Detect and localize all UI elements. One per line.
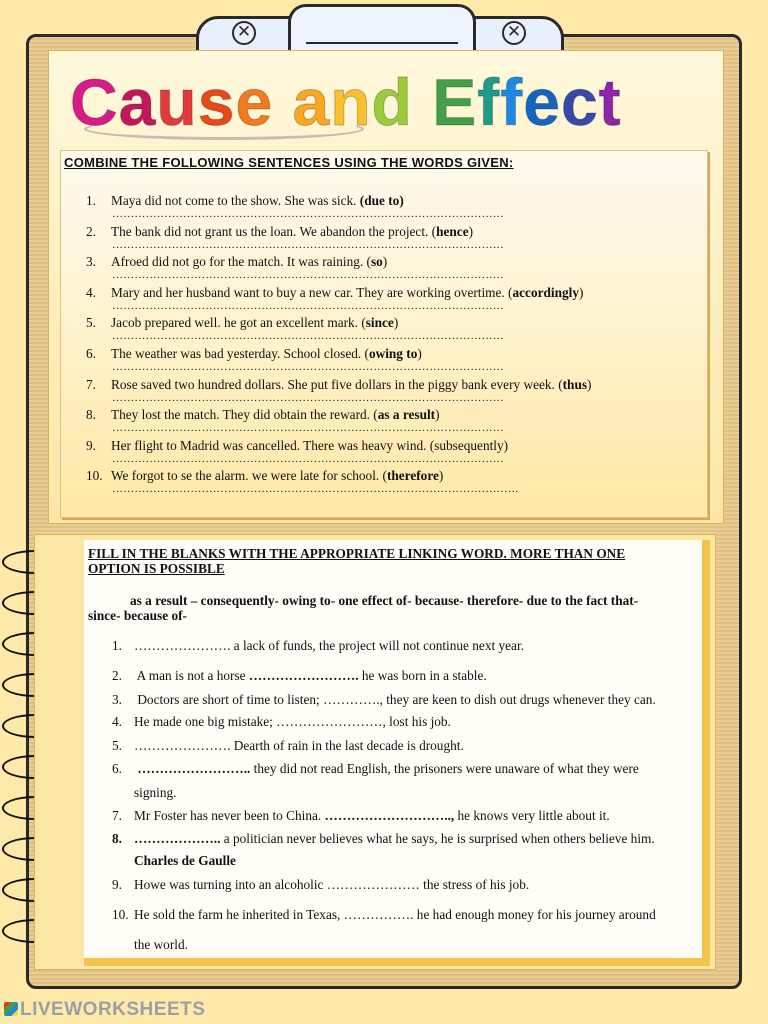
item-text-end: )	[435, 407, 440, 423]
item-blank: ………………….	[134, 738, 234, 753]
combine-item	[86, 407, 686, 423]
combine-item	[86, 438, 686, 454]
item-number: 6.	[86, 346, 96, 361]
liveworksheets-logo[interactable]	[4, 999, 205, 1023]
fill-blank-item	[112, 761, 710, 777]
item-text: a lack of funds, the project will not continue next year.	[233, 638, 524, 653]
fill-blank-item	[112, 853, 710, 869]
item-blank: ………………………..,	[324, 808, 455, 823]
item-number: 2.	[86, 223, 96, 239]
fill-blank-item	[112, 937, 710, 953]
answer-line: ……………………………………………………………………………………………	[112, 208, 504, 220]
item-number: 7.	[112, 808, 122, 823]
fill-blank-item	[112, 831, 710, 847]
combine-item	[86, 377, 686, 393]
item-text: Maya did not come to the show. She was sick.	[111, 193, 360, 208]
item-number: 5.	[112, 738, 122, 753]
item-text-end: )	[587, 376, 592, 392]
item-blank: ………………..	[134, 831, 224, 846]
combine-item	[86, 285, 686, 301]
item-number: 1.	[86, 193, 96, 208]
item-number: 3.	[86, 254, 96, 270]
combine-sentences-heading: COMBINE THE FOLLOWING SENTENCES USING THE WORDS GIVEN:	[64, 155, 514, 170]
answer-line: ……………………………………………………………………………………………	[112, 330, 504, 343]
combine-item	[86, 346, 686, 362]
item-given-word: therefore	[386, 468, 439, 484]
title-letter: a	[292, 65, 331, 139]
title-letter: f	[477, 65, 501, 139]
item-text: the world.	[134, 937, 188, 952]
combine-item	[86, 193, 686, 209]
item-number: 6.	[112, 761, 122, 776]
item-text: Howe was turning into an alcoholic ………………… the stress of his job.	[134, 877, 530, 892]
item-text-end: )	[468, 223, 474, 239]
item-text: He made one big mistake; ……………………, lost his job.	[134, 714, 451, 729]
item-text: Doctors are short of time to listen; …………., they are keen to dish out drugs whenever they can.	[134, 692, 656, 707]
title-letter: f	[500, 65, 524, 139]
item-text: Mr Foster has never been to China.	[134, 808, 325, 823]
answer-line: ……………………………………………………………………………………………	[112, 452, 504, 465]
item-text-end: )	[578, 284, 584, 300]
title-letter: c	[560, 65, 599, 139]
title-letter	[273, 65, 292, 139]
fill-blanks-heading	[88, 546, 698, 576]
item-text: We forgot to se the alarm. we were late for school. (	[111, 468, 387, 484]
item-text-end: )	[382, 254, 388, 270]
item-number: 10.	[86, 468, 103, 484]
item-text: Her flight to Madrid was cancelled. There was heavy wind. (subsequently)	[111, 437, 509, 453]
fill-blanks-heading-line2: OPTION IS POSSIBLE	[88, 561, 225, 576]
item-text: Dearth of rain in the last decade is drought.	[233, 738, 464, 753]
combine-item	[86, 254, 686, 270]
item-given-word: hence	[436, 223, 469, 239]
item-number: 8.	[86, 407, 96, 423]
fill-blank-item	[112, 638, 710, 654]
answer-line: ……………………………………………………………………………………………	[112, 422, 504, 435]
item-number: 10.	[112, 907, 129, 922]
liveworksheets-logo-icon	[4, 1002, 18, 1016]
clip-screw-left-icon: ✕	[232, 21, 256, 45]
item-given-word: since	[365, 315, 394, 331]
clip-name-line	[306, 42, 458, 44]
title-letter	[413, 65, 432, 139]
item-given-word: as a result	[377, 407, 436, 423]
item-text: Rose saved two hundred dollars. She put five dollars in the piggy bank every week. (	[111, 376, 563, 392]
fill-blank-item	[112, 692, 710, 708]
item-text: signing.	[134, 785, 177, 800]
item-given-word: so	[370, 254, 383, 270]
answer-line: ……………………………………………………………………………………………	[112, 238, 504, 251]
item-text: Mary and her husband want to buy a new car. They are working overtime. (	[111, 284, 513, 300]
page-title	[70, 62, 710, 142]
item-number: 1.	[112, 638, 122, 653]
item-text: a politician never believes what he says, he is surprised when others believe him.	[223, 831, 655, 846]
item-text: Afroed did not go for the match. It was raining. (	[111, 254, 371, 270]
title-letter: a	[118, 65, 157, 139]
title-letter: t	[598, 65, 622, 139]
item-number: 8.	[112, 831, 122, 846]
item-blank: …………………….	[248, 668, 362, 683]
combine-item	[86, 315, 686, 331]
title-letter: n	[330, 65, 372, 139]
fill-blank-item	[112, 808, 710, 824]
item-blank: ………………….	[134, 638, 234, 653]
logo-text: LIVEWORKSHEETS	[20, 999, 206, 1020]
options-line1: as a result – consequently- owing to- one effect of- because- therefore- due to the fact that-	[130, 593, 639, 608]
answer-line: ……………………………………………………………………………………………	[112, 299, 504, 312]
item-number: 5.	[86, 315, 96, 331]
fill-blank-item	[112, 668, 710, 684]
answer-line: ……………………………………………………………………………………………	[112, 361, 504, 373]
item-text: They lost the match. They did obtain the reward. (	[111, 407, 378, 423]
item-blank: ……………………..	[134, 761, 254, 776]
fill-blank-item	[112, 714, 710, 730]
fill-blanks-heading-line1: FILL IN THE BLANKS WITH THE APPROPRIATE LINKING WORD. MORE THAN ONE	[88, 546, 626, 561]
title-letter: e	[235, 65, 274, 139]
item-number: 9.	[112, 877, 122, 892]
title-letter: E	[432, 65, 478, 139]
title-letter: s	[197, 65, 236, 139]
combine-item	[86, 224, 686, 240]
item-text: A man is not a horse	[134, 668, 249, 683]
item-text: The weather was bad yesterday. School closed. (	[111, 346, 369, 361]
item-number: 7.	[86, 376, 96, 392]
item-text: Jacob prepared well. he got an excellent mark. (	[111, 315, 366, 331]
item-number: 2.	[112, 668, 122, 683]
combine-item	[86, 468, 686, 484]
answer-line: ……………………………………………………………………………………………	[112, 391, 504, 404]
item-number: 4.	[112, 714, 122, 729]
linking-word-options	[88, 593, 710, 623]
item-text: He sold the farm he inherited in Texas, ……………. he had enough money for his journey around	[134, 907, 656, 922]
title-letter: e	[523, 65, 561, 139]
item-given-word: accordingly	[512, 284, 579, 300]
fill-blank-item	[112, 907, 710, 923]
options-line2: since- because of-	[88, 608, 187, 623]
quote-author: Charles de Gaulle	[134, 853, 236, 868]
item-text: he was born in a stable.	[361, 668, 487, 683]
item-given-word: thus	[562, 376, 588, 392]
item-number: 3.	[112, 692, 122, 707]
fill-blank-item	[112, 877, 710, 893]
answer-line: ……………………………………………………………………………………………	[112, 269, 504, 282]
item-text: The bank did not grant us the loan. We abandon the project. (	[111, 223, 437, 239]
item-text-end: he knows very little about it.	[454, 808, 610, 823]
title-letter: C	[70, 65, 119, 139]
item-number: 9.	[86, 437, 96, 453]
item-given-word: (due to)	[359, 193, 404, 208]
answer-line: ……………………………………………………………………………………………….	[112, 483, 519, 496]
item-number: 4.	[86, 284, 96, 300]
item-text: they did not read English, the prisoners were unaware of what they were	[253, 761, 639, 776]
item-text-end: )	[417, 346, 422, 361]
title-letter: u	[156, 65, 198, 139]
clip-screw-right-icon: ✕	[502, 21, 526, 45]
title-letter: d	[371, 65, 413, 139]
item-given-word: owing to	[368, 346, 418, 361]
fill-blank-item	[112, 785, 710, 801]
item-text-end: )	[393, 315, 399, 331]
item-text-end: )	[438, 468, 444, 484]
fill-blank-item	[112, 738, 710, 754]
